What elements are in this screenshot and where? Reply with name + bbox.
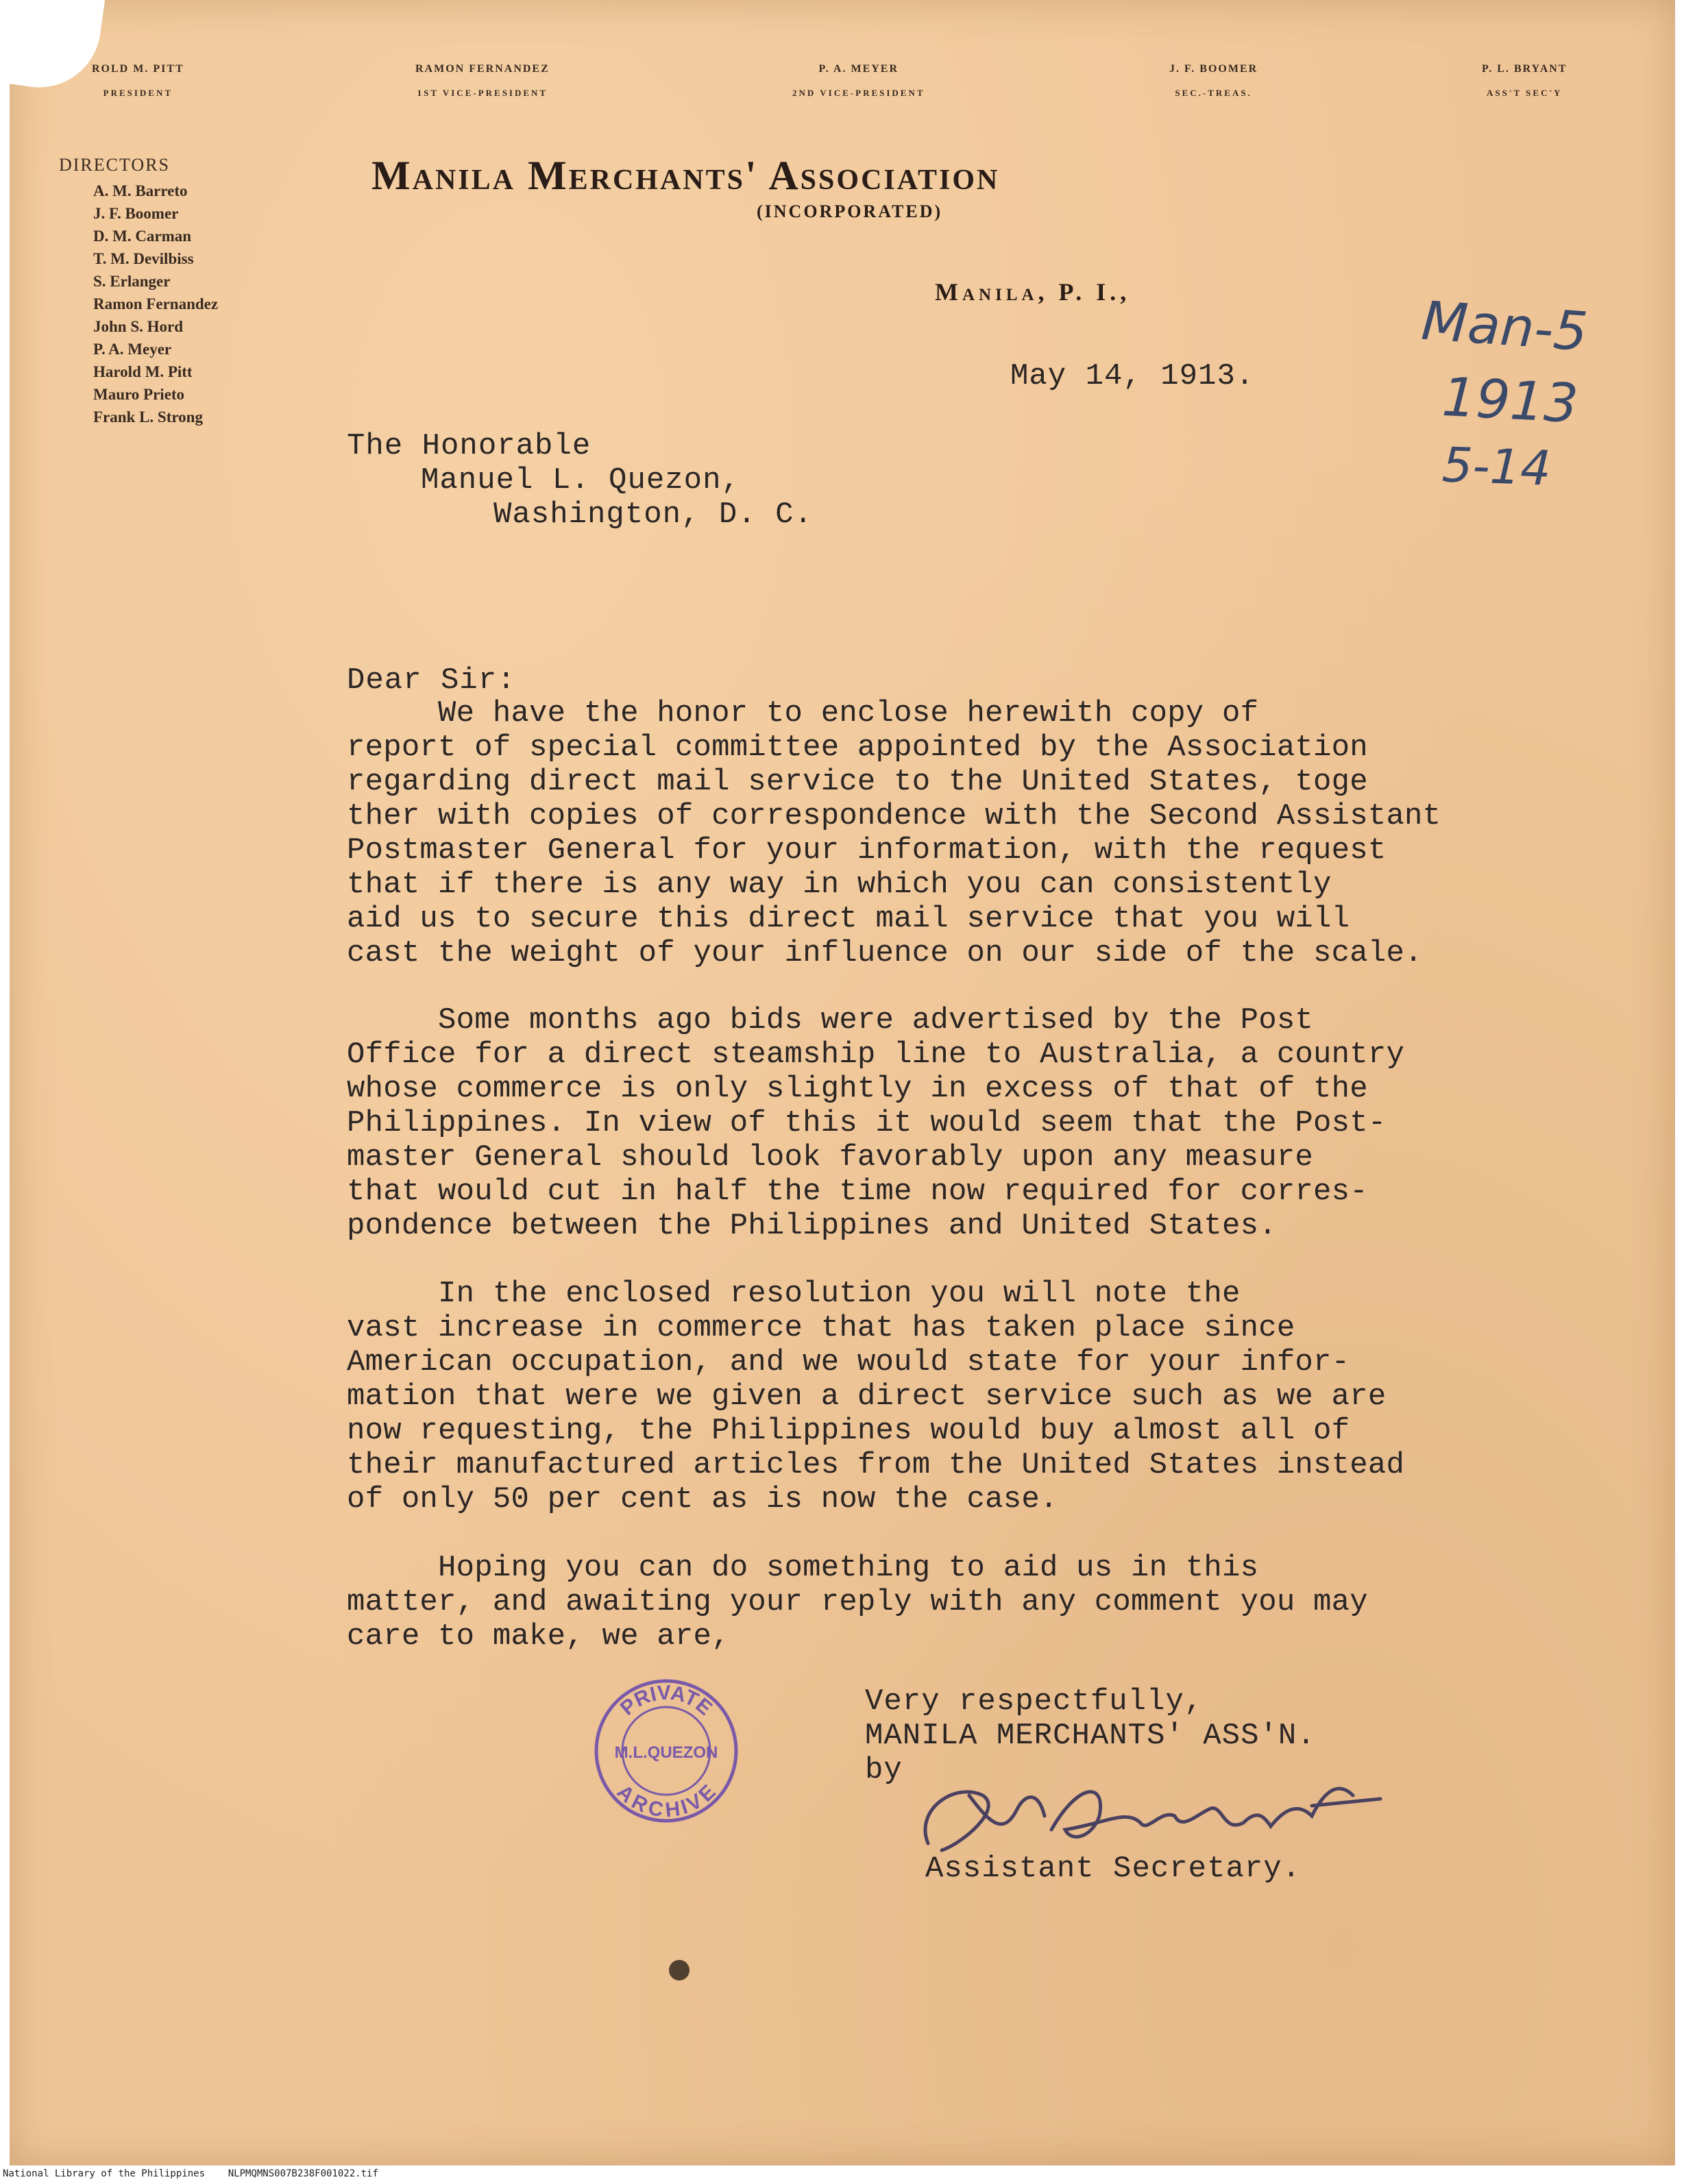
letterhead-place: Manila, P. I., xyxy=(935,278,1131,306)
body-line: Philippines. In view of this it would seem that the Post- xyxy=(347,1106,1387,1140)
director-name: S. Erlanger xyxy=(93,273,171,290)
body-line: vast increase in commerce that has taken place since xyxy=(347,1311,1295,1345)
body-line: whose commerce is only slightly in excess of that of the xyxy=(347,1072,1368,1106)
address-line: Washington, D. C. xyxy=(493,498,813,532)
body-line: report of special committee appointed by the Association xyxy=(347,731,1368,765)
officer-sec-treas xyxy=(1169,63,1258,99)
body-line: Hoping you can do something to aid us in this xyxy=(347,1551,1259,1585)
closing: Very respectfully, xyxy=(865,1684,1204,1719)
officer-asst-sec xyxy=(1482,63,1567,99)
body-line: that if there is any way in which you can consistently xyxy=(347,868,1332,902)
stamp-center-text: M.L.QUEZON xyxy=(614,1743,718,1762)
organization-name: Manila Merchants' Association xyxy=(371,153,1000,198)
body-line: Office for a direct steamship line to Australia, a country xyxy=(347,1038,1405,1072)
officer-role: ASS'T SEC'Y xyxy=(1487,88,1563,98)
body-line: pondence between the Philippines and United States. xyxy=(347,1209,1277,1243)
director-name: Harold M. Pitt xyxy=(93,363,193,380)
officer-name: RAMON FERNANDEZ xyxy=(415,63,550,75)
directors-list xyxy=(59,155,218,428)
officer-name: ROLD M. PITT xyxy=(92,63,184,75)
officer-president xyxy=(92,63,184,99)
body-line: mation that were we given a direct service such as we are xyxy=(347,1379,1387,1414)
officer-first-vp xyxy=(415,63,550,99)
handwritten-note: 5-14 xyxy=(1441,437,1552,497)
closing-organization: MANILA MERCHANTS' ASS'N. xyxy=(865,1719,1316,1753)
body-line: Postmaster General for your information, with the request xyxy=(347,833,1387,868)
by-line: by xyxy=(865,1753,903,1787)
signer-title: Assistant Secretary. xyxy=(925,1852,1302,1886)
director-name: P. A. Meyer xyxy=(93,341,172,358)
paragraph-2 xyxy=(347,1003,1404,1243)
address-line: Manuel L. Quezon, xyxy=(421,463,740,498)
directors-names xyxy=(59,180,218,428)
officer-role: PRESIDENT xyxy=(103,88,173,98)
officer-role: 1ST VICE-PRESIDENT xyxy=(417,88,548,98)
body-line: that would cut in half the time now required for corres- xyxy=(347,1175,1368,1209)
director-name: Frank L. Strong xyxy=(93,408,203,426)
paragraph-4 xyxy=(347,1551,1368,1654)
officer-role: SEC.-TREAS. xyxy=(1175,88,1252,98)
signature-stroke xyxy=(925,1789,1380,1850)
body-line: their manufactured articles from the United States instead xyxy=(347,1448,1405,1482)
letter-date: May 14, 1913. xyxy=(1010,359,1255,393)
director-name: John S. Hord xyxy=(93,318,184,335)
officer-name: P. A. MEYER xyxy=(818,63,899,75)
body-line: We have the honor to enclose herewith copy of xyxy=(347,696,1259,731)
stamp-bottom-text: ARCHIVE xyxy=(612,1780,720,1822)
torn-corner xyxy=(10,0,105,95)
director-name: D. M. Carman xyxy=(93,228,192,245)
directors-heading: DIRECTORS xyxy=(59,155,170,175)
body-line: aid us to secure this direct mail service that you will xyxy=(347,902,1350,936)
director-name: J. F. Boomer xyxy=(93,205,179,222)
salutation: Dear Sir: xyxy=(347,663,516,698)
body-line: Some months ago bids were advertised by the Post xyxy=(347,1003,1314,1038)
officer-second-vp xyxy=(792,63,925,99)
body-line: now requesting, the Philippines would buy almost all of xyxy=(347,1414,1350,1448)
body-line: of only 50 per cent as is now the case. xyxy=(347,1482,1058,1517)
body-line: In the enclosed resolution you will note the xyxy=(347,1277,1241,1311)
paragraph-3 xyxy=(347,1277,1404,1517)
director-name: T. M. Devilbiss xyxy=(93,250,194,267)
stamp-top-text: PRIVATE xyxy=(615,1681,717,1720)
body-line: ther with copies of correspondence with the Second Assistant xyxy=(347,799,1441,833)
body-line: regarding direct mail service to the United States, toge xyxy=(347,765,1368,799)
body-line: matter, and awaiting your reply with any comment you may xyxy=(347,1585,1368,1619)
body-line: care to make, we are, xyxy=(347,1619,730,1654)
director-name: Mauro Prieto xyxy=(93,386,185,403)
body-line: American occupation, and we would state for your infor- xyxy=(347,1345,1350,1379)
body-line: master General should look favorably upon any measure xyxy=(347,1140,1314,1175)
archive-footer: National Library of the Philippines NLPMQMNS007B238F001022.tif xyxy=(0,2168,1684,2184)
letter-sheet xyxy=(10,0,1675,2165)
officer-name: J. F. BOOMER xyxy=(1169,63,1258,75)
archive-stamp xyxy=(591,1676,742,1826)
officer-name: P. L. BRYANT xyxy=(1482,63,1567,75)
paragraph-1 xyxy=(347,696,1441,970)
handwritten-note: Man-5 xyxy=(1419,290,1590,364)
officer-role: 2ND VICE-PRESIDENT xyxy=(792,88,925,98)
address-line: The Honorable xyxy=(347,429,591,463)
body-line: cast the weight of your influence on our side of the scale. xyxy=(347,936,1423,970)
handwritten-note: 1913 xyxy=(1440,366,1580,436)
organization-subtitle: (INCORPORATED) xyxy=(757,201,943,221)
ink-blot xyxy=(669,1960,690,1980)
director-name: Ramon Fernandez xyxy=(93,295,219,312)
director-name: A. M. Barreto xyxy=(93,182,188,199)
